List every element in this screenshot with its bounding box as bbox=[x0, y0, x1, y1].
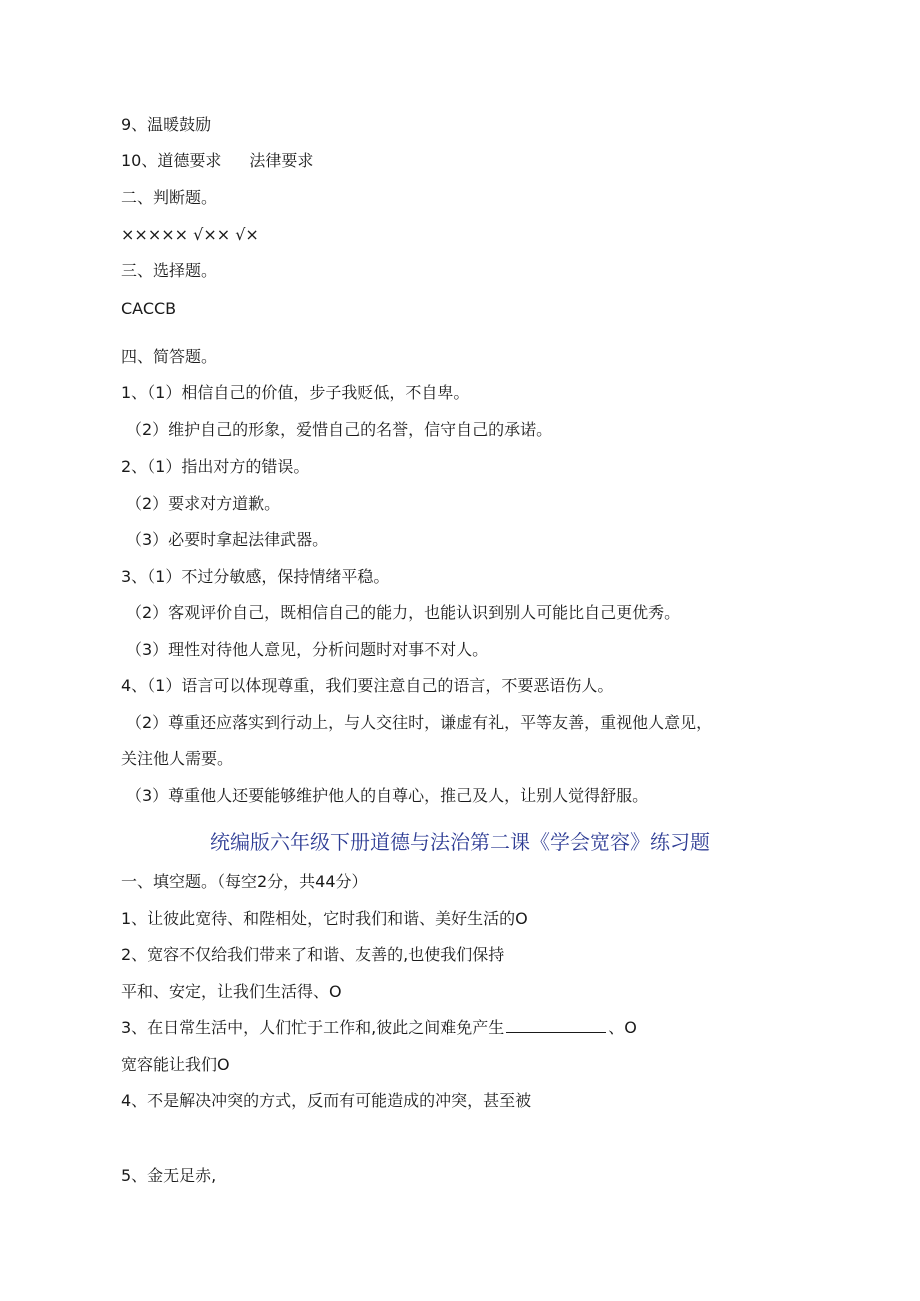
answer-4-3-part-2: （2）客观评价自己，既相信自己的能力，也能认识到别人可能比自己更优秀。 bbox=[126, 603, 681, 622]
answer-4-3-part-3: （3）理性对待他人意见，分析问题时对事不对人。 bbox=[126, 640, 489, 659]
answer-4-4-part-2: （2）尊重还应落实到行动上，与人交往时，谦虚有礼，平等友善，重视他人意见， bbox=[126, 713, 713, 732]
exercise-section1-heading: 一、填空题。（每空2分，共44分） bbox=[121, 872, 368, 891]
fill-question-4: 4、不是解决冲突的方式，反而有可能造成的冲突，甚至被 bbox=[121, 1091, 532, 1110]
section4-heading: 四、简答题。 bbox=[121, 347, 218, 366]
fill-question-3-tail: 、O bbox=[608, 1018, 637, 1037]
section2-answers: ××××× √×× √× bbox=[121, 225, 259, 244]
answer-blank[interactable] bbox=[506, 1018, 606, 1033]
section3-answers: CACCB bbox=[121, 299, 177, 318]
section3-heading: 三、选择题。 bbox=[121, 261, 218, 280]
section2-heading: 二、判断题。 bbox=[121, 188, 218, 207]
fill-question-3 bbox=[121, 1018, 637, 1038]
fill-question-5: 5、金无足赤, bbox=[121, 1166, 217, 1185]
fill-question-2: 2、宽容不仅给我们带来了和谐、友善的,也使我们保持 bbox=[121, 945, 505, 964]
answer-q10 bbox=[121, 151, 313, 171]
answer-4-1-part-2: （2）维护自己的形象，爱惜自己的名誉，信守自己的承诺。 bbox=[126, 420, 553, 439]
fill-question-3-text: 3、在日常生活中，人们忙于工作和,彼此之间难免产生 bbox=[121, 1018, 505, 1037]
answer-q9: 9、温暖鼓励 bbox=[121, 115, 212, 134]
answer-4-2-part-3: （3）必要时拿起法律武器。 bbox=[126, 530, 329, 549]
answer-4-2-part-1: 2、（1）指出对方的错误。 bbox=[121, 457, 310, 476]
answer-q10-part-a: 10、道德要求 bbox=[121, 151, 222, 170]
fill-question-3-cont: 宽容能让我们O bbox=[121, 1055, 230, 1074]
answer-q10-part-b: 法律要求 bbox=[249, 151, 314, 170]
answer-4-4-part-2-cont: 关注他人需要。 bbox=[121, 749, 234, 768]
answer-4-3-part-1: 3、（1）不过分敏感，保持情绪平稳。 bbox=[121, 567, 390, 586]
answer-4-4-part-1: 4、（1）语言可以体现尊重，我们要注意自己的语言，不要恶语伤人。 bbox=[121, 676, 614, 695]
exercise-title: 统编版六年级下册道德与法治第二课《学会宽容》练习题 bbox=[210, 830, 710, 854]
answer-4-2-part-2: （2）要求对方道歉。 bbox=[126, 494, 281, 513]
fill-question-2-cont: 平和、安定，让我们生活得、O bbox=[121, 982, 342, 1001]
answer-4-4-part-3: （3）尊重他人还要能够维护他人的自尊心，推己及人，让别人觉得舒服。 bbox=[126, 786, 649, 805]
answer-4-1-part-1: 1、（1）相信自己的价值，步子我贬低，不自卑。 bbox=[121, 383, 470, 402]
fill-question-1: 1、让彼此宽待、和陛相处，它时我们和谐、美好生活的O bbox=[121, 909, 528, 928]
